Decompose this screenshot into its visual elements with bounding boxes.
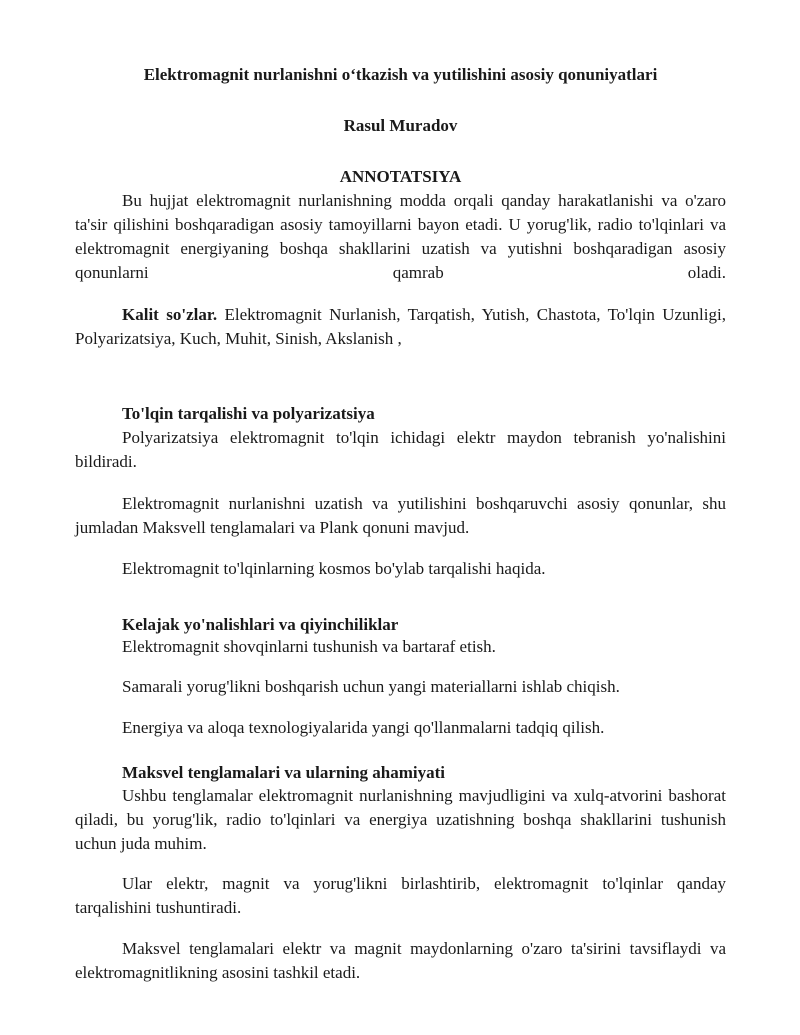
section-heading-wave-propagation: To'lqin tarqalishi va polyarizatsiya (122, 404, 375, 423)
author-name: Rasul Muradov (343, 116, 458, 135)
keywords-list: Elektromagnit Nurlanish, Tarqatish, Yutish, Chastota, To'lqin Uzunligi, Polyarizatsiya, Kuch, Muhit, Sinish, Akslanish , (75, 305, 726, 348)
section-paragraph: Ular elektr, magnit va yorug'likni birlashtirib, elektromagnit to'lqinlar qanday tarqalishini tushuntiradi. (75, 874, 726, 917)
section-paragraph: Ushbu tenglamalar elektromagnit nurlanishning mavjudligini va xulq-atvorini bashorat qiladi, bu yorug'lik, radio to'lqinlari va energiya uzatishning boshqa shakllarini tushunish uchun juda muhim. (75, 786, 726, 853)
keywords-label: Kalit so'zlar. (122, 305, 218, 324)
annotation-paragraph: Bu hujjat elektromagnit nurlanishning modda orqali qanday harakatlanishi va o'zaro ta'sir qilishini boshqaradigan asosiy tamoyillarni bayon etadi. U yorug'lik, radio to'lqinlari va elektromagnit energiyaning boshqa shakllarini uzatish va yutishni boshqaradigan asosiy qonunlarni qamrab oladi. (75, 191, 726, 282)
section-paragraph: Elektromagnit shovqinlarni tushunish va bartaraf etish. (122, 637, 496, 656)
section-paragraph: Elektromagnit to'lqinlarning kosmos bo'ylab tarqalishi haqida. (122, 559, 546, 578)
section-paragraph: Samarali yorug'likni boshqarish uchun yangi materiallarni ishlab chiqish. (122, 677, 620, 696)
section-heading-future-directions: Kelajak yo'nalishlari va qiyinchiliklar (122, 615, 399, 634)
section-paragraph: Energiya va aloqa texnologiyalarida yangi qo'llanmalarni tadqiq qilish. (122, 718, 605, 737)
section-paragraph: Maksvel tenglamalari elektr va magnit maydonlarning o'zaro ta'sirini tavsiflaydi va elektromagnitlikning asosini tashkil etadi. (75, 939, 726, 982)
keywords-paragraph (75, 303, 726, 351)
annotation-heading: ANNOTATSIYA (339, 167, 462, 186)
section-paragraph: Elektromagnit nurlanishni uzatish va yutilishini boshqaruvchi asosiy qonunlar, shu jumladan Maksvell tenglamalari va Plank qonuni mavjud. (75, 494, 726, 537)
section-heading-maxwell-equations: Maksvel tenglamalari va ularning ahamiyati (122, 763, 445, 782)
section-paragraph: Polyarizatsiya elektromagnit to'lqin ichidagi elektr maydon tebranish yo'nalishini bildiradi. (75, 428, 726, 471)
document-title: Elektromagnit nurlanishni o‘tkazish va yutilishini asosiy qonuniyatlari (143, 65, 658, 84)
